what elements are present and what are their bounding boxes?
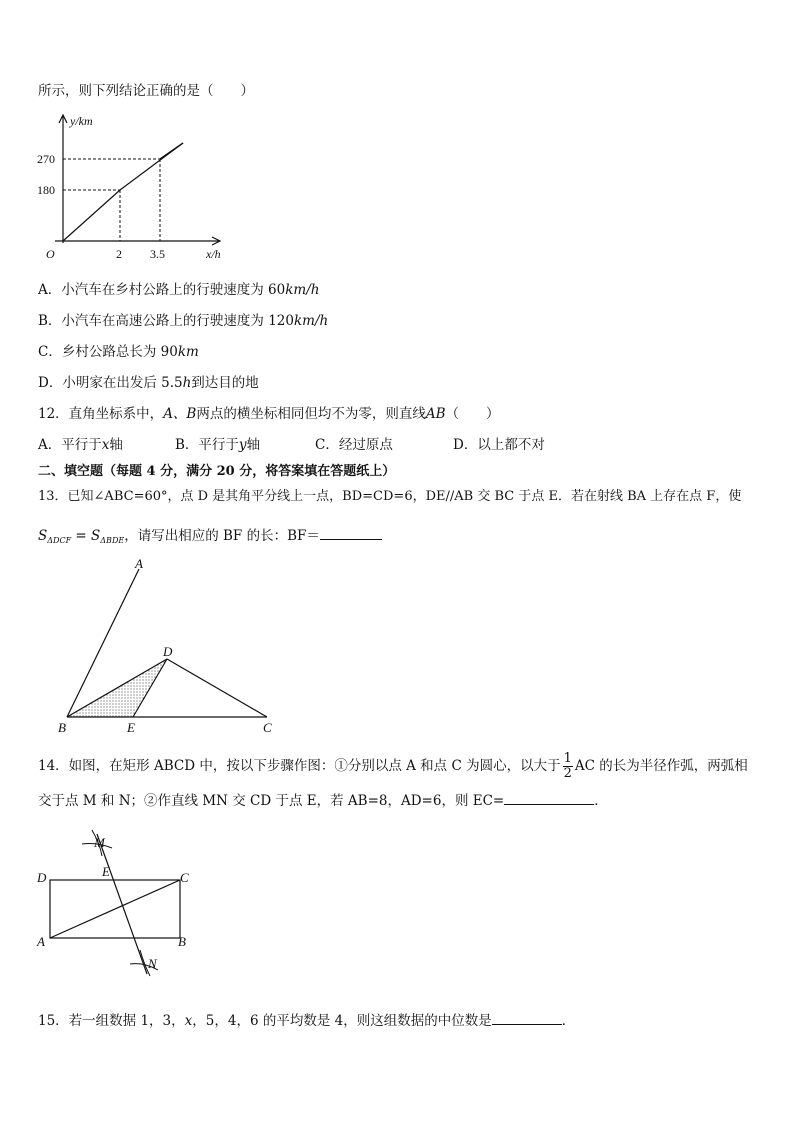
y-tick-180: 180: [37, 183, 55, 197]
label-a: A: [135, 556, 143, 571]
diagonal-ac: [50, 880, 180, 938]
y-axis-label: y/km: [70, 114, 93, 128]
label-b: B: [178, 934, 186, 949]
q12-stem: 12．直角坐标系中，A、B两点的横坐标相同但均不为零，则直线AB（ ）: [38, 406, 500, 422]
label-b: B: [58, 720, 66, 735]
label-c: C: [263, 720, 272, 735]
label-d: D: [163, 644, 173, 659]
section-heading: 二、填空题（每题 4 分，满分 20 分，将答案填在答题纸上）: [38, 464, 396, 479]
q11-option-c: C．乡村公路总长为 90km: [38, 344, 199, 360]
y-tick-270: 270: [37, 152, 55, 166]
q12-option-d: D．以上都不对: [453, 437, 545, 453]
q12-option-a: A．平行于x轴: [38, 437, 123, 453]
q14-answer-blank[interactable]: [504, 790, 594, 805]
q13-triangle-figure: [55, 556, 285, 736]
fraction-one-half: $\frac{1}{2}$: [563, 751, 572, 781]
q11-option-b: B．小汽车在高速公路上的行驶速度为 120km/h: [38, 313, 329, 329]
q13-formula-line: $S_{\Delta DCF} = S_{\Delta BDE}$，请写出相应的 BF 的长：BF＝: [38, 525, 382, 550]
q11-distance-time-graph: [30, 108, 245, 263]
q14-rectangle-figure: [32, 822, 207, 982]
q13-answer-blank[interactable]: [320, 525, 382, 540]
label-c: C: [180, 870, 189, 885]
segment-dc: [167, 659, 267, 717]
q14-line2: 交于点 M 和 N；②作直线 MN 交 CD 于点 E，若 AB=8，AD=6，则 EC= ．: [38, 790, 608, 810]
label-n: N: [148, 956, 157, 971]
q13-stem: 13．已知∠ABC=60°，点 D 是其角平分线上一点，BD=CD=6，DE//AB 交 BC 于点 E．若在射线 BA 上存在点 F，使: [38, 489, 742, 504]
label-a: A: [37, 934, 45, 949]
q11-option-d: D．小明家在出发后 5.5h到达目的地: [38, 375, 259, 391]
q12-option-b: B．平行于y轴: [175, 437, 261, 453]
x-tick-3-5: 3.5: [150, 247, 165, 261]
x-tick-2: 2: [116, 247, 122, 261]
q11-stem: 所示，则下列结论正确的是（ ）: [38, 83, 254, 99]
label-d: D: [37, 870, 47, 885]
q11-option-a: A．小汽车在乡村公路上的行驶速度为 60km/h: [38, 282, 320, 298]
label-m: M: [94, 835, 105, 850]
origin-label: O: [46, 247, 55, 261]
label-e: E: [127, 720, 135, 735]
label-e: E: [102, 864, 110, 879]
q14-line1: 14．如图，在矩形 ABCD 中，按以下步骤作图：①分别以点 A 和点 C 为圆心，以大于 $\frac{1}{2}$ AC 的长为半径作弧，两弧相: [38, 751, 748, 781]
x-axis-label: x/h: [206, 247, 221, 261]
q15-stem: 15．若一组数据 1，3，x，5，4，6 的平均数是 4，则这组数据的中位数是 ．: [38, 1010, 575, 1030]
q15-answer-blank[interactable]: [492, 1010, 562, 1025]
q12-option-c: C．经过原点: [315, 437, 393, 453]
line-mn: [97, 834, 147, 974]
graph-line: [63, 143, 183, 241]
